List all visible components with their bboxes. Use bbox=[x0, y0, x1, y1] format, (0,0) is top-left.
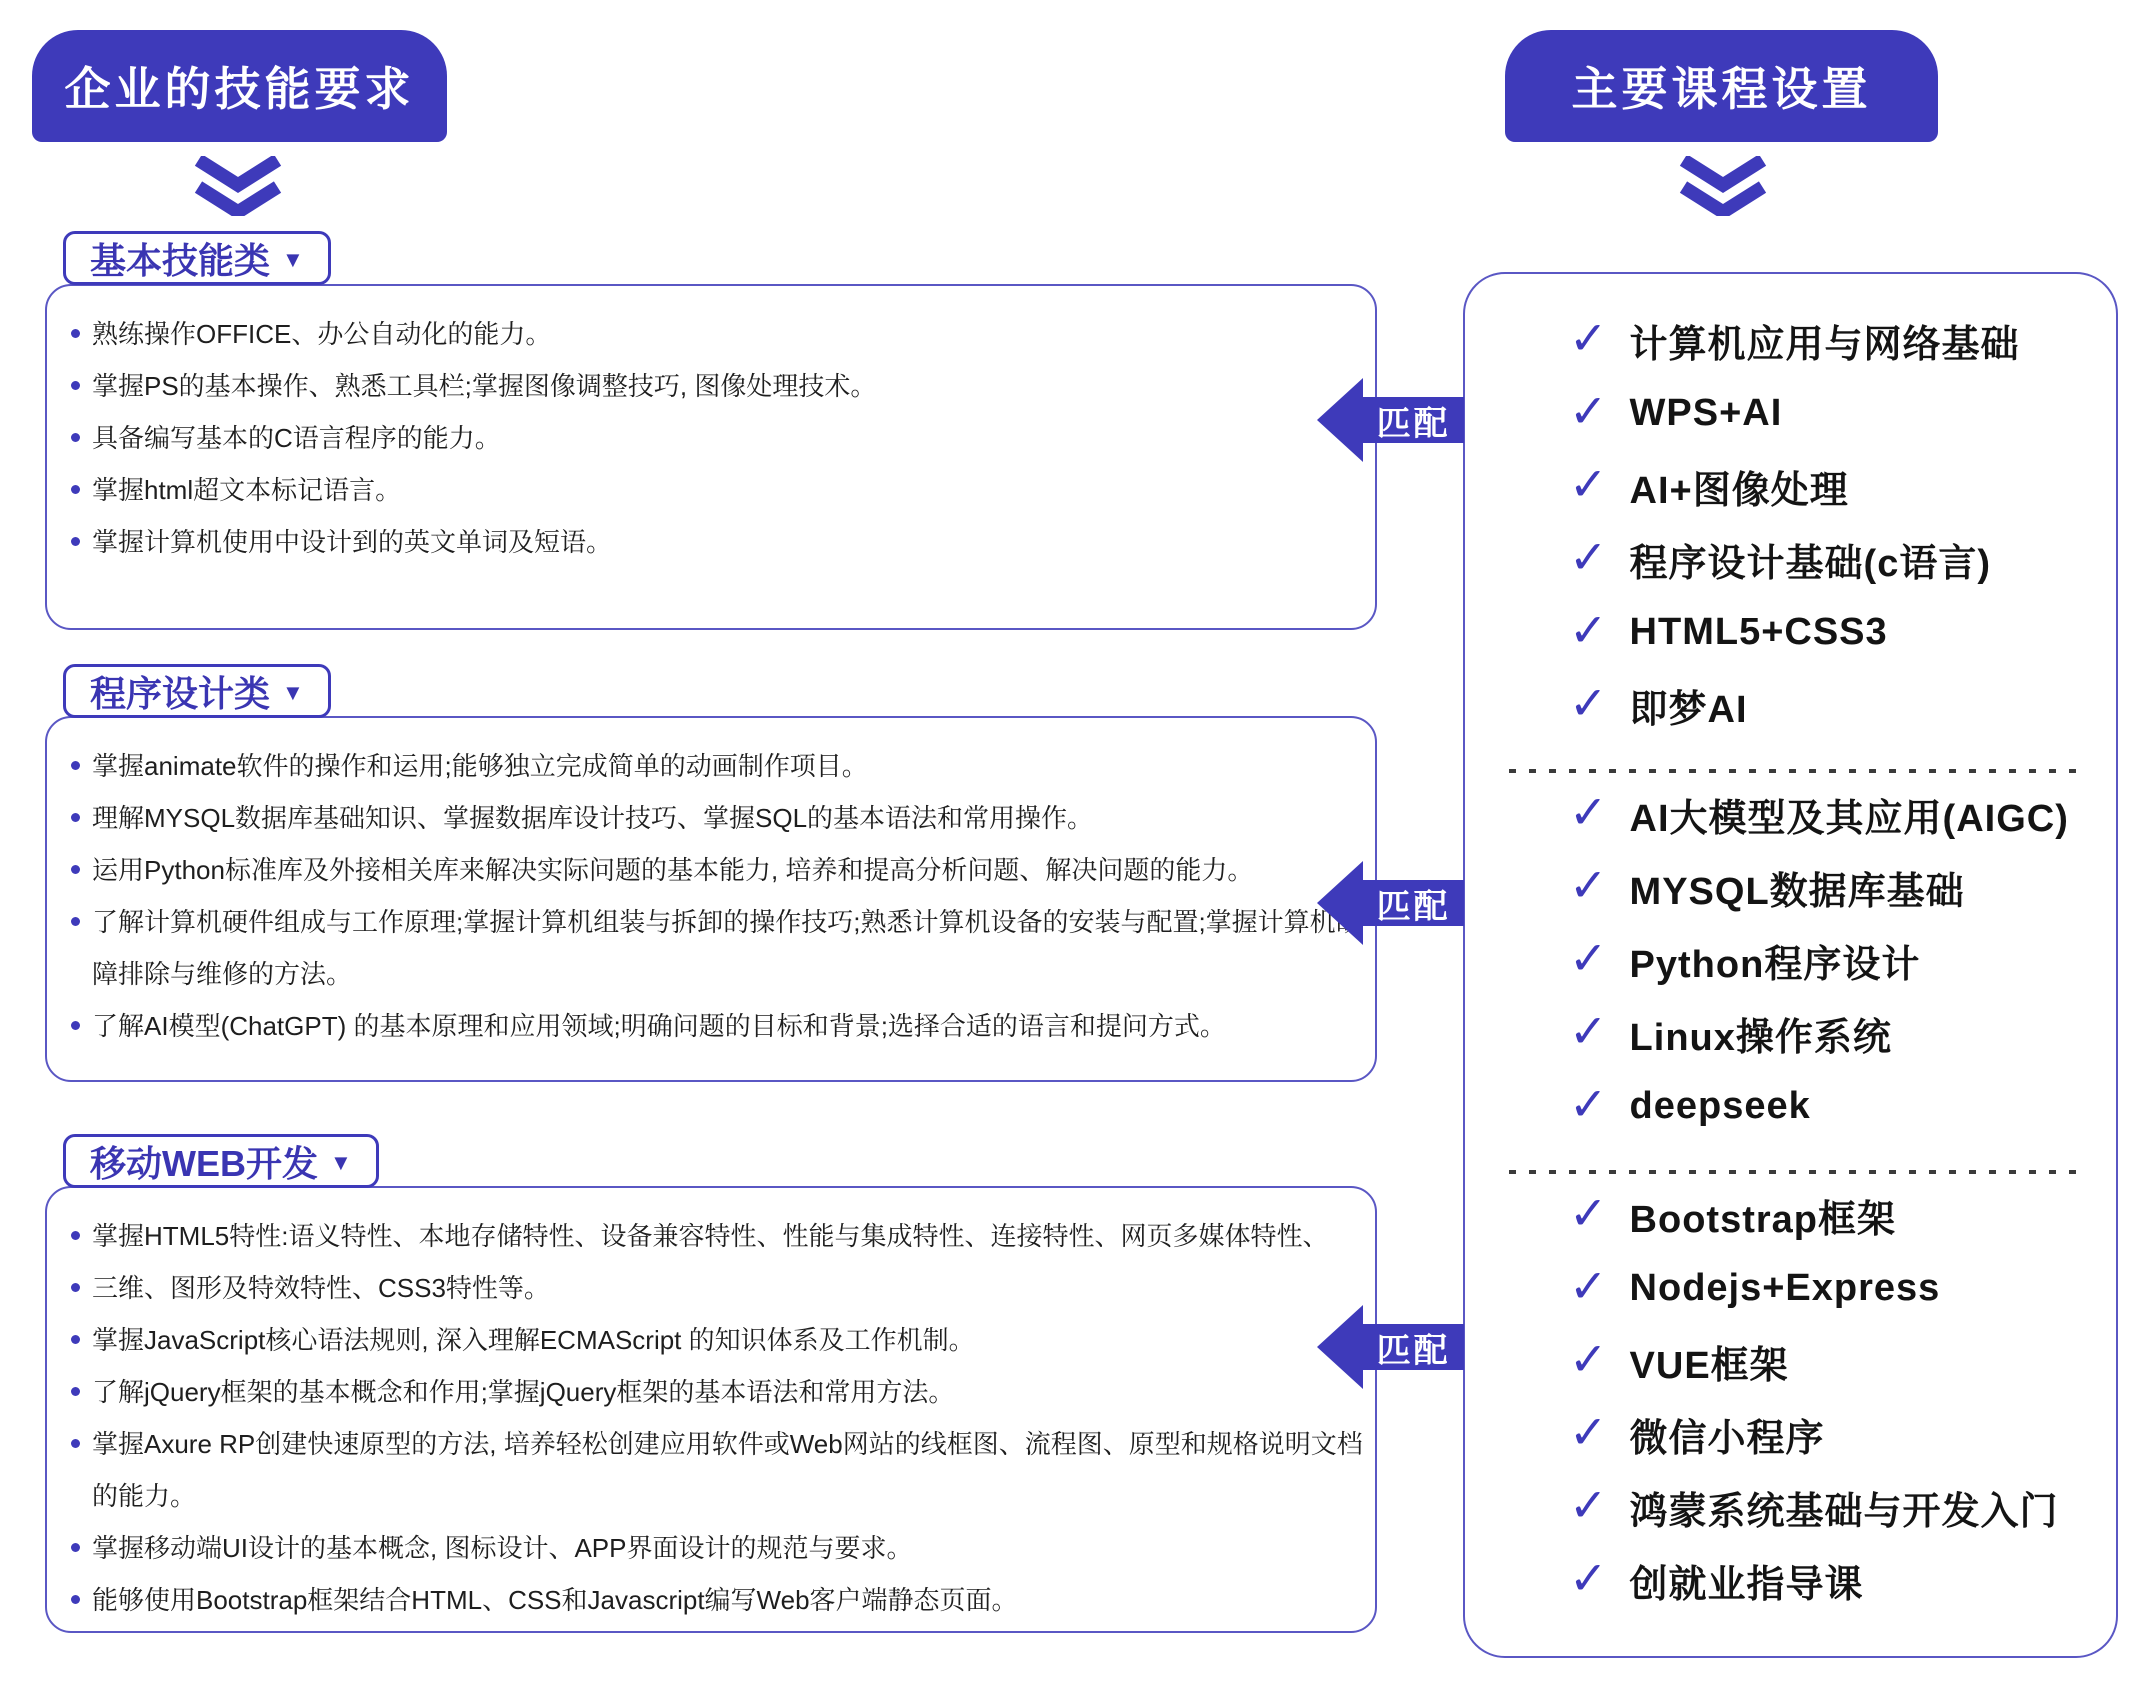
course-name: Linux操作系统 bbox=[1629, 1017, 1892, 1059]
programming-panel bbox=[45, 716, 1377, 1082]
left-header-title: 企业的技能要求 bbox=[64, 63, 415, 115]
bullet-dot-icon bbox=[71, 1543, 80, 1552]
course-name: Python程序设计 bbox=[1629, 944, 1921, 986]
list-item bbox=[71, 1000, 1365, 1052]
course-name: 创就业指导课 bbox=[1629, 1564, 1864, 1606]
arrow-left-icon bbox=[1317, 1305, 1363, 1389]
course-name: VUE框架 bbox=[1629, 1345, 1789, 1387]
bullet-dot-icon bbox=[71, 813, 80, 822]
course-item bbox=[1569, 1398, 2086, 1471]
list-item bbox=[71, 1210, 1365, 1262]
course-name: AI+图像处理 bbox=[1629, 470, 1849, 512]
check-icon: ✓ bbox=[1569, 858, 1608, 911]
bullet-dot-icon bbox=[71, 433, 80, 442]
list-item-text: 掌握HTML5特性:语义特性、本地存储特性、设备兼容特性、性能与集成特性、连接特性、网页多媒体特性、 bbox=[92, 1221, 1329, 1251]
list-item-text: 具备编写基本的C语言程序的能力。 bbox=[92, 423, 501, 453]
course-name: 即梦AI bbox=[1629, 689, 1748, 731]
list-item-text: 掌握html超文本标记语言。 bbox=[92, 475, 402, 505]
list-item bbox=[71, 1262, 1365, 1314]
double-chevron-down-icon bbox=[186, 156, 290, 216]
right-column-header bbox=[1505, 30, 1938, 142]
course-name: Nodejs+Express bbox=[1629, 1267, 1941, 1309]
course-name: 程序设计基础(c语言) bbox=[1629, 543, 1991, 585]
check-icon: ✓ bbox=[1569, 1186, 1608, 1239]
dotted-separator bbox=[1509, 769, 2076, 773]
course-item bbox=[1569, 997, 2086, 1070]
list-item bbox=[71, 1418, 1365, 1522]
list-item-text: 理解MYSQL数据库基础知识、掌握数据库设计技巧、掌握SQL的基本语法和常用操作。 bbox=[92, 803, 1094, 833]
list-item-text: 掌握JavaScript核心语法规则, 深入理解ECMAScript 的知识体系及工作机制。 bbox=[92, 1325, 975, 1355]
list-item bbox=[71, 896, 1365, 1000]
mobile-web-panel bbox=[45, 1186, 1377, 1633]
check-icon: ✓ bbox=[1569, 931, 1608, 984]
list-item bbox=[71, 740, 1365, 792]
check-icon: ✓ bbox=[1569, 1259, 1608, 1312]
bullet-dot-icon bbox=[71, 1021, 80, 1030]
course-name: deepseek bbox=[1629, 1085, 1811, 1127]
right-header-title: 主要课程设置 bbox=[1571, 63, 1872, 115]
list-item bbox=[71, 1574, 1365, 1626]
check-icon: ✓ bbox=[1569, 530, 1608, 583]
basic-skills-panel bbox=[45, 284, 1377, 630]
bullet-dot-icon bbox=[71, 381, 80, 390]
match-label: 匹配 bbox=[1363, 397, 1464, 443]
check-icon: ✓ bbox=[1569, 603, 1608, 656]
check-icon: ✓ bbox=[1569, 384, 1608, 437]
course-item bbox=[1569, 1252, 2086, 1325]
bullet-dot-icon bbox=[71, 1335, 80, 1344]
course-item bbox=[1569, 669, 2086, 742]
course-name: MYSQL数据库基础 bbox=[1629, 871, 1965, 913]
list-item-text: 能够使用Bootstrap框架结合HTML、CSS和Javascript编写Web客户端静态页面。 bbox=[92, 1585, 1018, 1615]
bullet-dot-icon bbox=[71, 329, 80, 338]
bullet-dot-icon bbox=[71, 1595, 80, 1604]
arrow-left-icon bbox=[1317, 861, 1363, 945]
check-icon: ✓ bbox=[1569, 1551, 1608, 1604]
list-item bbox=[71, 792, 1365, 844]
section-tab-label: 程序设计类 bbox=[90, 672, 271, 714]
list-item bbox=[71, 308, 1365, 360]
list-item bbox=[71, 464, 1365, 516]
match-label: 匹配 bbox=[1363, 880, 1464, 926]
bullet-dot-icon bbox=[71, 1439, 80, 1448]
dotted-separator bbox=[1509, 1170, 2076, 1174]
check-icon: ✓ bbox=[1569, 457, 1608, 510]
check-icon: ✓ bbox=[1569, 1405, 1608, 1458]
match-arrow bbox=[1317, 1305, 1464, 1389]
course-item bbox=[1569, 523, 2086, 596]
course-name: WPS+AI bbox=[1629, 392, 1783, 434]
list-item bbox=[71, 516, 1365, 568]
course-item bbox=[1569, 1179, 2086, 1252]
list-item-text: 三维、图形及特效特性、CSS3特性等。 bbox=[92, 1273, 550, 1303]
check-icon: ✓ bbox=[1569, 311, 1608, 364]
arrow-left-icon bbox=[1317, 378, 1363, 462]
check-icon: ✓ bbox=[1569, 676, 1608, 729]
list-item-text: 了解计算机硬件组成与工作原理;掌握计算机组装与拆卸的操作技巧;熟悉计算机设备的安装与配置;掌握计算机故障排除与维修的方法。 bbox=[92, 907, 1362, 989]
course-panel bbox=[1463, 272, 2118, 1658]
dropdown-triangle-icon: ▼ bbox=[282, 680, 304, 705]
bullet-dot-icon bbox=[71, 537, 80, 546]
bullet-dot-icon bbox=[71, 1387, 80, 1396]
list-item-text: 掌握animate软件的操作和运用;能够独立完成简单的动画制作项目。 bbox=[92, 751, 868, 781]
section-tab-label: 基本技能类 bbox=[90, 239, 271, 281]
course-item bbox=[1569, 1325, 2086, 1398]
list-item-text: 了解jQuery框架的基本概念和作用;掌握jQuery框架的基本语法和常用方法。 bbox=[92, 1377, 955, 1407]
check-icon: ✓ bbox=[1569, 785, 1608, 838]
check-icon: ✓ bbox=[1569, 1478, 1608, 1531]
match-arrow bbox=[1317, 861, 1464, 945]
left-column-header bbox=[32, 30, 447, 142]
bullet-dot-icon bbox=[71, 1231, 80, 1240]
course-name: 计算机应用与网络基础 bbox=[1629, 324, 2020, 366]
list-item bbox=[71, 412, 1365, 464]
bullet-dot-icon bbox=[71, 865, 80, 874]
programming-list bbox=[71, 740, 1365, 1052]
double-chevron-down-icon bbox=[1671, 156, 1775, 216]
list-item-text: 掌握移动端UI设计的基本概念, 图标设计、APP界面设计的规范与要求。 bbox=[92, 1533, 913, 1563]
bullet-dot-icon bbox=[71, 761, 80, 770]
course-item bbox=[1569, 851, 2086, 924]
course-item bbox=[1569, 1544, 2086, 1617]
check-icon: ✓ bbox=[1569, 1004, 1608, 1057]
course-name: Bootstrap框架 bbox=[1629, 1199, 1896, 1241]
list-item-text: 了解AI模型(ChatGPT) 的基本原理和应用领域;明确问题的目标和背景;选择合适的语言和提问方式。 bbox=[92, 1011, 1226, 1041]
check-icon: ✓ bbox=[1569, 1077, 1608, 1130]
course-name: HTML5+CSS3 bbox=[1629, 611, 1888, 653]
list-item-text: 运用Python标准库及外接相关库来解决实际问题的基本能力, 培养和提高分析问题、解决问题的能力。 bbox=[92, 855, 1254, 885]
list-item bbox=[71, 1366, 1365, 1418]
list-item bbox=[71, 360, 1365, 412]
bullet-dot-icon bbox=[71, 1283, 80, 1292]
list-item-text: 掌握Axure RP创建快速原型的方法, 培养轻松创建应用软件或Web网站的线框图、流程图、原型和规格说明文档的能力。 bbox=[92, 1429, 1363, 1511]
list-item-text: 掌握PS的基本操作、熟悉工具栏;掌握图像调整技巧, 图像处理技术。 bbox=[92, 371, 877, 401]
list-item-text: 掌握计算机使用中设计到的英文单词及短语。 bbox=[92, 527, 613, 557]
course-name: AI大模型及其应用(AIGC) bbox=[1629, 798, 2069, 840]
list-item bbox=[71, 1522, 1365, 1574]
course-item bbox=[1569, 1070, 2086, 1143]
mobile-web-list bbox=[71, 1210, 1365, 1626]
match-arrow bbox=[1317, 378, 1464, 462]
course-item bbox=[1569, 596, 2086, 669]
basic-skills-list bbox=[71, 308, 1365, 568]
check-icon: ✓ bbox=[1569, 1332, 1608, 1385]
course-item bbox=[1569, 450, 2086, 523]
section-tab-label: 移动WEB开发 bbox=[90, 1142, 318, 1184]
course-item bbox=[1569, 778, 2086, 851]
section-tab-mobile-web[interactable] bbox=[63, 1134, 379, 1188]
dropdown-triangle-icon: ▼ bbox=[282, 247, 304, 272]
course-name: 微信小程序 bbox=[1629, 1418, 1825, 1460]
course-name: 鸿蒙系统基础与开发入门 bbox=[1629, 1491, 2059, 1533]
course-item bbox=[1569, 377, 2086, 450]
dropdown-triangle-icon: ▼ bbox=[330, 1150, 352, 1175]
list-item bbox=[71, 1314, 1365, 1366]
section-tab-basic-skills[interactable] bbox=[63, 231, 331, 285]
course-item bbox=[1569, 924, 2086, 997]
list-item-text: 熟练操作OFFICE、办公自动化的能力。 bbox=[92, 319, 552, 349]
match-label: 匹配 bbox=[1363, 1324, 1464, 1370]
bullet-dot-icon bbox=[71, 485, 80, 494]
course-item bbox=[1569, 1471, 2086, 1544]
bullet-dot-icon bbox=[71, 917, 80, 926]
list-item bbox=[71, 844, 1365, 896]
course-item bbox=[1569, 304, 2086, 377]
section-tab-programming[interactable] bbox=[63, 664, 331, 718]
